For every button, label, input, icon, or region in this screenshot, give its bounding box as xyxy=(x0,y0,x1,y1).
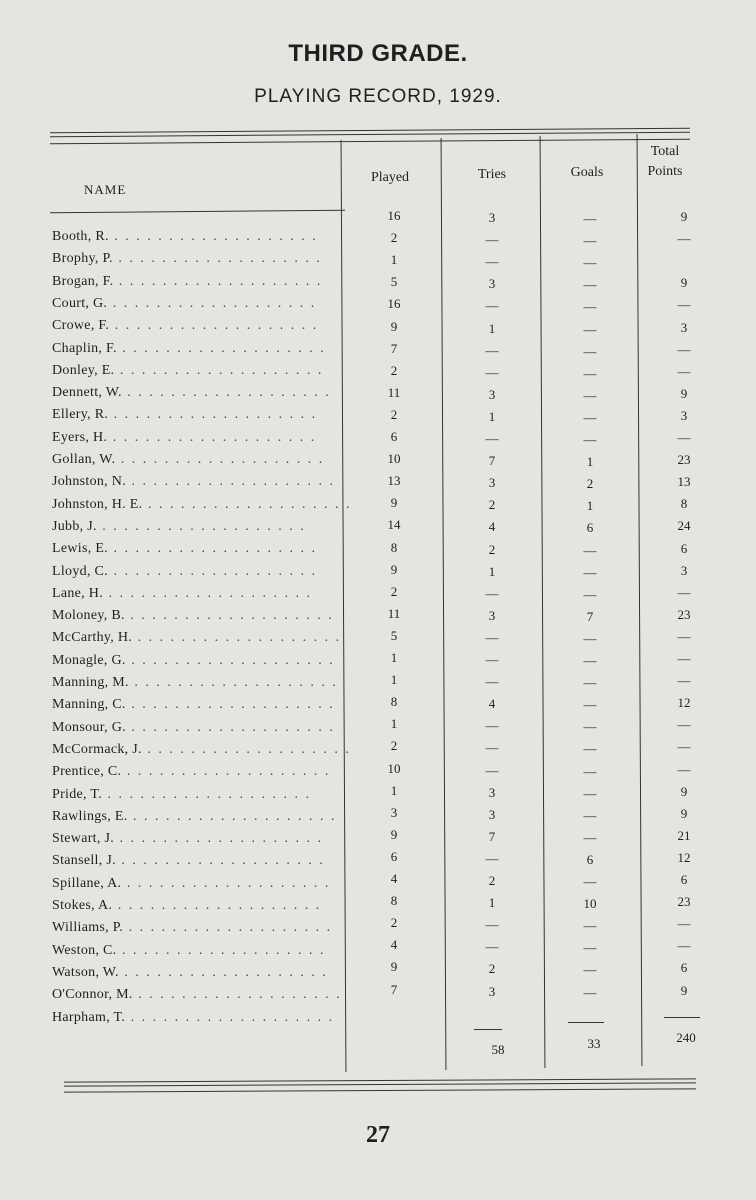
goals-cell: — xyxy=(583,785,597,801)
player-name-text: Jubb, J. xyxy=(52,518,97,534)
tries-cell: 1 xyxy=(488,563,496,579)
played-cell: 2 xyxy=(390,915,398,931)
player-name-text: Johnston, H. E. xyxy=(52,496,143,512)
leader-dots: . . . . . . . . . . . . . . . . . . . xyxy=(112,898,322,913)
player-name-text: Watson, W. xyxy=(52,964,119,980)
player-name xyxy=(52,853,325,869)
leader-dots: . . . . . . . . . . . . . . . . . . . xyxy=(108,407,318,423)
goals-cell: — xyxy=(583,807,597,823)
player-name xyxy=(52,964,328,981)
played-cell: 4 xyxy=(390,871,398,886)
goals-cell: — xyxy=(583,697,597,713)
player-name xyxy=(52,295,317,312)
leader-dots: . . . . . . . . . . . . . . . . . . . xyxy=(126,474,335,490)
player-name-text: McCarthy, H. xyxy=(52,630,133,646)
player-name xyxy=(52,786,312,803)
points-cell: 9 xyxy=(680,385,688,401)
played-cell: 8 xyxy=(390,539,398,555)
goals-cell: — xyxy=(583,409,597,425)
played-cell: 1 xyxy=(390,716,398,732)
tries-cell: — xyxy=(485,674,499,690)
leader-dots: . . . . . . . . . . . . . . . . . . . xyxy=(109,318,319,334)
points-cell: 23 xyxy=(677,452,691,468)
leader-dots: . . . . . . . . . . . . . . . . . . . xyxy=(115,452,325,467)
player-name-text: Gollan, W. xyxy=(52,452,116,467)
tries-cell: — xyxy=(485,850,499,866)
player-name xyxy=(52,831,324,847)
column-header-name: NAME xyxy=(84,182,127,197)
points-cell: 24 xyxy=(677,518,691,534)
tries-cell: 7 xyxy=(488,828,496,844)
leader-dots: . . . . . . . . . . . . . . . . . . . xyxy=(102,786,312,802)
goals-cell: 2 xyxy=(586,476,594,492)
tries-cell: 2 xyxy=(488,873,496,888)
tries-cell: 1 xyxy=(488,320,496,336)
player-name-text: Spillane, A. xyxy=(52,875,122,891)
goals-cell: — xyxy=(583,211,597,226)
tries-cell: 3 xyxy=(488,983,496,999)
played-cell: 10 xyxy=(387,451,401,467)
points-cell: 9 xyxy=(680,805,688,821)
player-name xyxy=(52,608,334,624)
goals-cell: — xyxy=(583,343,597,359)
leader-dots: . . . . . . . . . . . . . . . . . . . xyxy=(124,608,334,624)
played-cell: 9 xyxy=(390,959,398,975)
total-tries: 58 xyxy=(491,1042,505,1057)
tries-cell: 3 xyxy=(488,210,496,225)
leader-dots: . . . . . . . . . . . . . . . . . . . xyxy=(113,273,323,289)
player-name xyxy=(52,719,335,736)
player-name-text: Moloney, B. xyxy=(52,608,125,624)
player-name xyxy=(52,519,308,535)
totals-rule xyxy=(474,1029,502,1030)
played-cell: 2 xyxy=(390,406,398,422)
tries-cell: — xyxy=(485,652,499,667)
played-cell: 7 xyxy=(390,981,398,997)
player-name-text: Johnston, N. xyxy=(52,474,126,490)
player-name-text: Dennett, W. xyxy=(52,385,122,401)
played-cell: 9 xyxy=(390,561,398,577)
player-name xyxy=(52,340,326,357)
played-cell: 2 xyxy=(390,230,398,246)
top-rule xyxy=(50,132,690,137)
tries-cell: — xyxy=(485,629,499,645)
points-cell: — xyxy=(677,651,691,666)
tries-cell: — xyxy=(485,917,499,933)
column-header-points: Points xyxy=(647,164,683,179)
leader-dots: . . . . . . . . . . . . . . . . . . . xyxy=(103,585,312,601)
goals-cell: — xyxy=(583,432,597,447)
goals-cell: — xyxy=(583,962,597,978)
player-name xyxy=(52,452,325,468)
points-cell: 23 xyxy=(677,894,691,910)
leader-dots: . . . . . . . . . . . . . . . . . . . xyxy=(127,808,337,824)
tries-cell: — xyxy=(485,364,499,380)
player-name xyxy=(52,318,319,334)
page-title: THIRD GRADE. xyxy=(288,40,468,67)
player-name xyxy=(52,741,351,758)
points-cell: — xyxy=(677,916,691,932)
tries-cell: 3 xyxy=(488,784,496,800)
leader-dots: . . . . . . . . . . . . . . . . . . . xyxy=(115,853,325,869)
tries-cell: — xyxy=(485,232,499,248)
leader-dots: . . . . . . . . . . . . . . . . . . . xyxy=(107,295,317,311)
player-name xyxy=(52,563,317,580)
player-name xyxy=(52,541,317,557)
points-cell: 3 xyxy=(680,562,688,578)
player-name-text: Stokes, A. xyxy=(52,898,113,913)
player-name-text: Lloyd, C. xyxy=(52,563,108,579)
goals-cell: — xyxy=(583,874,597,889)
goals-cell: — xyxy=(583,630,597,646)
player-name-text: Court, G. xyxy=(52,295,108,311)
player-name xyxy=(52,898,322,914)
tries-cell: — xyxy=(485,762,499,778)
goals-cell: 6 xyxy=(586,851,594,867)
player-name-text: Stansell, J. xyxy=(52,853,116,869)
leader-dots: . . . . . . . . . . . . . . . . . . . xyxy=(107,541,317,557)
played-cell: 8 xyxy=(390,694,398,710)
played-cell: 11 xyxy=(387,384,401,400)
column-divider xyxy=(637,134,643,1066)
leader-dots: . . . . . . . . . . . . . . . . . . . xyxy=(128,675,338,690)
points-cell: 8 xyxy=(680,496,688,512)
bottom-rule xyxy=(64,1082,696,1086)
total-points: 240 xyxy=(676,1030,696,1045)
player-name-text: O'Connor, M. xyxy=(52,987,133,1003)
goals-cell: 10 xyxy=(583,896,597,912)
points-cell: 6 xyxy=(680,960,688,976)
player-name-text: Booth, R. xyxy=(52,229,109,244)
player-name xyxy=(52,251,322,267)
goals-cell: — xyxy=(583,984,597,1000)
played-cell: 5 xyxy=(390,274,398,290)
leader-dots: . . . . . . . . . . . . . . . . . . . xyxy=(118,964,328,980)
player-name-text: Lewis, E. xyxy=(52,541,108,557)
player-name xyxy=(52,942,326,959)
tries-cell: — xyxy=(485,718,499,734)
leader-dots: . . . . . . . . . . . . . . . . . . . xyxy=(141,741,351,757)
goals-cell: — xyxy=(583,321,597,337)
leader-dots: . . . . . . . . . . . . . . . . . . . xyxy=(142,496,352,512)
points-cell: — xyxy=(677,297,691,313)
column-divider xyxy=(441,138,447,1070)
points-cell: — xyxy=(677,584,691,600)
player-name-text: Monagle, G. xyxy=(52,652,126,668)
player-name-text: Donley, E. xyxy=(52,362,115,378)
played-cell: 9 xyxy=(390,826,398,842)
points-cell: 9 xyxy=(680,275,688,291)
player-name-text: Lane, H. xyxy=(52,585,103,601)
goals-cell: — xyxy=(583,365,597,381)
column-header-goals: Goals xyxy=(570,165,604,180)
played-cell: 8 xyxy=(390,893,398,909)
played-cell: 16 xyxy=(387,208,401,223)
points-cell: 9 xyxy=(680,982,688,998)
player-name-text: Manning, M. xyxy=(52,675,129,690)
points-cell: — xyxy=(677,739,691,755)
points-cell: 23 xyxy=(677,606,691,622)
leader-dots: . . . . . . . . . . . . . . . . . . . xyxy=(132,630,342,646)
played-cell: 4 xyxy=(390,937,398,953)
leader-dots: . . . . . . . . . . . . . . . . . . . xyxy=(114,362,324,378)
player-name-text: Rawlings, E. xyxy=(52,808,128,824)
leader-dots: . . . . . . . . . . . . . . . . . . . xyxy=(116,340,326,356)
player-name xyxy=(52,362,324,379)
tries-cell: — xyxy=(485,342,499,358)
played-cell: 14 xyxy=(387,517,401,533)
played-cell: 6 xyxy=(390,429,398,444)
player-name-text: Crowe, F. xyxy=(52,318,110,334)
column-header-total: Total xyxy=(650,144,680,159)
player-name-text: Prentice, C. xyxy=(52,764,122,780)
goals-cell: — xyxy=(583,387,597,403)
tries-cell: 2 xyxy=(488,541,496,557)
played-cell: 2 xyxy=(390,738,398,754)
points-cell: — xyxy=(677,231,691,247)
leader-dots: . . . . . . . . . . . . . . . . . . . xyxy=(114,831,324,847)
column-divider xyxy=(341,140,347,1072)
played-cell: 9 xyxy=(390,318,398,334)
player-name xyxy=(52,808,337,825)
totals-rule xyxy=(568,1022,604,1023)
points-cell: 6 xyxy=(680,540,688,556)
goals-cell: 1 xyxy=(586,454,594,470)
tries-cell: 2 xyxy=(488,497,496,513)
goals-cell: — xyxy=(583,719,597,735)
tries-cell: — xyxy=(485,298,499,314)
player-name xyxy=(52,697,335,713)
leader-dots: . . . . . . . . . . . . . . . . . . . xyxy=(121,764,331,780)
played-cell: 2 xyxy=(390,362,398,378)
player-name-text: Stewart, J. xyxy=(52,831,115,847)
player-name xyxy=(52,385,331,401)
played-cell: 2 xyxy=(390,583,398,599)
player-name xyxy=(52,675,338,691)
tries-cell: 3 xyxy=(488,806,496,822)
player-name-text: Harpham, T. xyxy=(52,1009,126,1025)
page-number: 27 xyxy=(366,1122,390,1148)
player-name xyxy=(52,429,317,446)
page-subtitle: PLAYING RECORD, 1929. xyxy=(254,86,502,107)
played-cell: 1 xyxy=(390,252,398,268)
goals-cell: — xyxy=(583,653,597,668)
header-rule xyxy=(50,210,345,214)
player-name-text: Pride, T. xyxy=(52,786,103,802)
tries-cell: 3 xyxy=(488,607,496,623)
tries-cell: — xyxy=(485,740,499,756)
points-cell: 12 xyxy=(677,695,691,711)
tries-cell: 3 xyxy=(488,475,496,491)
player-name xyxy=(52,764,331,780)
player-name xyxy=(52,585,312,602)
goals-cell: 1 xyxy=(586,498,594,514)
played-cell: 16 xyxy=(387,296,401,312)
points-cell: — xyxy=(677,363,691,379)
goals-cell: — xyxy=(583,255,597,271)
tries-cell: 3 xyxy=(488,276,496,292)
points-cell: — xyxy=(677,717,691,733)
player-name-text: Monsour, G. xyxy=(52,719,126,735)
goals-cell: — xyxy=(583,586,597,602)
totals-rule xyxy=(664,1017,700,1018)
player-name-text: Manning, C. xyxy=(52,697,126,713)
played-cell: 11 xyxy=(387,605,401,621)
column-divider xyxy=(540,136,546,1068)
goals-cell: — xyxy=(583,299,597,315)
points-cell: 12 xyxy=(677,849,691,865)
leader-dots: . . . . . . . . . . . . . . . . . . . xyxy=(96,518,306,534)
goals-cell: — xyxy=(583,918,597,934)
player-name xyxy=(52,474,335,490)
points-cell: — xyxy=(677,628,691,644)
leader-dots: . . . . . . . . . . . . . . . . . . . xyxy=(125,719,335,735)
goals-cell: — xyxy=(583,829,597,845)
player-name xyxy=(52,875,331,892)
total-goals: 33 xyxy=(587,1036,601,1051)
column-header-played: Played xyxy=(370,170,410,185)
player-name-text: Eyers, H. xyxy=(52,429,108,445)
player-name xyxy=(52,652,335,669)
tries-cell: 4 xyxy=(488,696,496,712)
player-name xyxy=(52,496,352,513)
tries-cell: 4 xyxy=(488,519,496,535)
goals-cell: — xyxy=(583,233,597,249)
player-name xyxy=(52,987,342,1003)
player-name-text: Brogan, F. xyxy=(52,273,114,289)
player-name xyxy=(52,273,323,290)
player-name-text: Chaplin, F. xyxy=(52,340,117,356)
leader-dots: . . . . . . . . . . . . . . . . . . . xyxy=(108,229,318,244)
played-cell: 13 xyxy=(387,473,401,489)
points-cell: — xyxy=(677,673,691,689)
tries-cell: 1 xyxy=(488,895,496,911)
tries-cell: — xyxy=(485,939,499,955)
tries-cell: 2 xyxy=(488,961,496,977)
tries-cell: 1 xyxy=(488,408,496,424)
points-cell: — xyxy=(677,341,691,357)
played-cell: 1 xyxy=(390,650,398,665)
points-cell: — xyxy=(677,430,691,445)
player-name xyxy=(52,229,318,245)
player-name-text: Brophy, P. xyxy=(52,251,113,267)
points-cell: 9 xyxy=(680,209,688,224)
played-cell: 3 xyxy=(390,804,398,820)
goals-cell: — xyxy=(583,542,597,558)
tries-cell: — xyxy=(485,585,499,601)
points-cell: 3 xyxy=(680,407,688,423)
tries-cell: 7 xyxy=(488,453,496,469)
points-cell: 3 xyxy=(680,319,688,335)
leader-dots: . . . . . . . . . . . . . . . . . . . xyxy=(107,563,317,579)
points-cell: — xyxy=(677,938,691,954)
played-cell: 7 xyxy=(390,340,398,356)
played-cell: 1 xyxy=(390,782,398,798)
bottom-rule xyxy=(64,1088,696,1092)
leader-dots: . . . . . . . . . . . . . . . . . . . xyxy=(121,385,331,401)
played-cell: 10 xyxy=(387,760,401,776)
leader-dots: . . . . . . . . . . . . . . . . . . . xyxy=(107,429,317,445)
tries-cell: — xyxy=(485,254,499,270)
player-name xyxy=(52,407,318,423)
points-cell: 9 xyxy=(680,783,688,799)
points-cell: 6 xyxy=(680,872,688,887)
points-cell: 13 xyxy=(677,474,691,490)
leader-dots: . . . . . . . . . . . . . . . . . . . xyxy=(132,987,342,1003)
player-name-text: McCormack, J. xyxy=(52,741,142,757)
played-cell: 6 xyxy=(390,848,398,864)
top-rule xyxy=(50,139,690,144)
goals-cell: — xyxy=(583,741,597,757)
goals-cell: — xyxy=(583,564,597,580)
player-name xyxy=(52,920,333,936)
goals-cell: — xyxy=(583,763,597,779)
leader-dots: . . . . . . . . . . . . . . . . . . . xyxy=(123,920,333,936)
player-name-text: Weston, C. xyxy=(52,942,117,958)
points-cell: — xyxy=(677,761,691,777)
column-header-tries: Tries xyxy=(477,167,507,182)
leader-dots: . . . . . . . . . . . . . . . . . . . xyxy=(125,1009,335,1025)
goals-cell: — xyxy=(583,277,597,293)
leader-dots: . . . . . . . . . . . . . . . . . . . xyxy=(125,697,335,713)
leader-dots: . . . . . . . . . . . . . . . . . . . xyxy=(112,251,322,267)
played-cell: 1 xyxy=(390,672,398,688)
player-name-text: Williams, P. xyxy=(52,920,124,936)
points-cell: 21 xyxy=(677,827,691,843)
leader-dots: . . . . . . . . . . . . . . . . . . . xyxy=(121,875,331,891)
tries-cell: 3 xyxy=(488,386,496,402)
leader-dots: . . . . . . . . . . . . . . . . . . . xyxy=(125,652,335,668)
player-name-text: Ellery, R. xyxy=(52,407,109,423)
leader-dots: . . . . . . . . . . . . . . . . . . . xyxy=(116,942,326,958)
player-name xyxy=(52,1009,335,1026)
tries-cell: — xyxy=(485,431,499,446)
goals-cell: — xyxy=(583,675,597,691)
player-name xyxy=(52,630,342,646)
goals-cell: 7 xyxy=(586,608,594,624)
played-cell: 5 xyxy=(390,627,398,643)
goals-cell: 6 xyxy=(586,520,594,536)
played-cell: 9 xyxy=(390,495,398,511)
goals-cell: — xyxy=(583,940,597,956)
